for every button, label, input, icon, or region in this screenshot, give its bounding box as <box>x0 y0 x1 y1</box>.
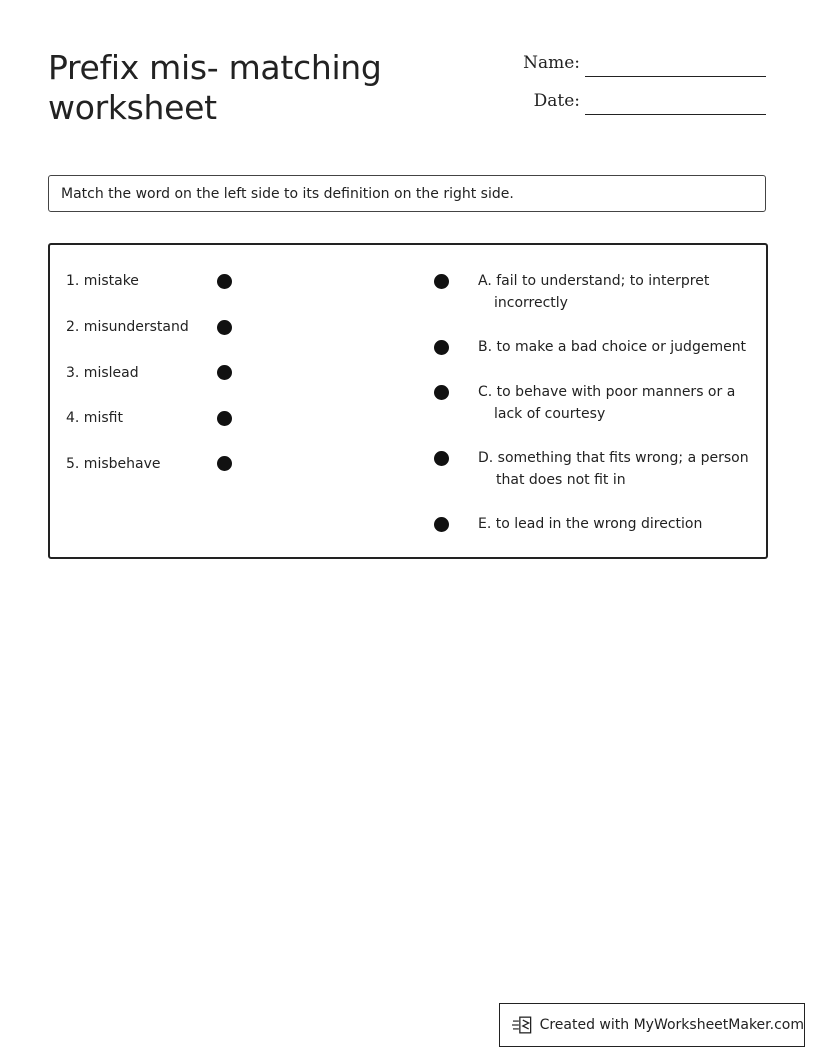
definition-item <box>478 447 758 491</box>
definition-item <box>478 336 758 358</box>
date-label: Date: <box>533 91 580 111</box>
footer-credit-box[interactable] <box>499 1003 805 1047</box>
word-match-dot[interactable] <box>217 274 232 289</box>
definition-text: B. to make a bad choice or judgement <box>478 339 747 355</box>
definition-text: A. fail to understand; to interpret <box>478 273 710 289</box>
definition-item <box>478 381 758 425</box>
definition-text-continued: that does not fit in <box>496 472 626 488</box>
definition-item <box>478 513 758 535</box>
definition-text: C. to behave with poor manners or a <box>478 384 736 400</box>
definition-match-dot[interactable] <box>434 274 449 289</box>
definition-match-dot[interactable] <box>434 451 449 466</box>
name-input-line[interactable] <box>585 76 766 77</box>
definition-text: E. to lead in the wrong direction <box>478 516 703 532</box>
definition-match-dot[interactable] <box>434 340 449 355</box>
definition-match-dot[interactable] <box>434 385 449 400</box>
definition-text: D. something that fits wrong; a person <box>478 450 749 466</box>
word-item: 5. misbehave <box>66 456 161 472</box>
definition-item <box>478 270 758 314</box>
word-item: 4. misfit <box>66 410 123 426</box>
definition-text-continued: incorrectly <box>494 295 568 311</box>
definition-match-dot[interactable] <box>434 517 449 532</box>
worksheet-title: Prefix mis- matching worksheet <box>48 48 382 127</box>
definition-text-continued: lack of courtesy <box>494 406 606 422</box>
word-match-dot[interactable] <box>217 456 232 471</box>
matching-area <box>48 243 768 559</box>
footer-credit-text[interactable]: Created with MyWorksheetMaker.com <box>539 1017 804 1033</box>
worksheet-maker-logo-icon <box>512 1014 534 1036</box>
name-field-label <box>480 53 580 75</box>
word-item: 2. misunderstand <box>66 319 189 335</box>
word-item: 1. mistake <box>66 273 139 289</box>
name-label: Name: <box>523 53 580 73</box>
word-item: 3. mislead <box>66 365 139 381</box>
word-match-dot[interactable] <box>217 320 232 335</box>
word-match-dot[interactable] <box>217 365 232 380</box>
date-field-label <box>480 91 580 113</box>
date-input-line[interactable] <box>585 114 766 115</box>
word-match-dot[interactable] <box>217 411 232 426</box>
instructions-box: Match the word on the left side to its definition on the right side. <box>48 175 766 212</box>
